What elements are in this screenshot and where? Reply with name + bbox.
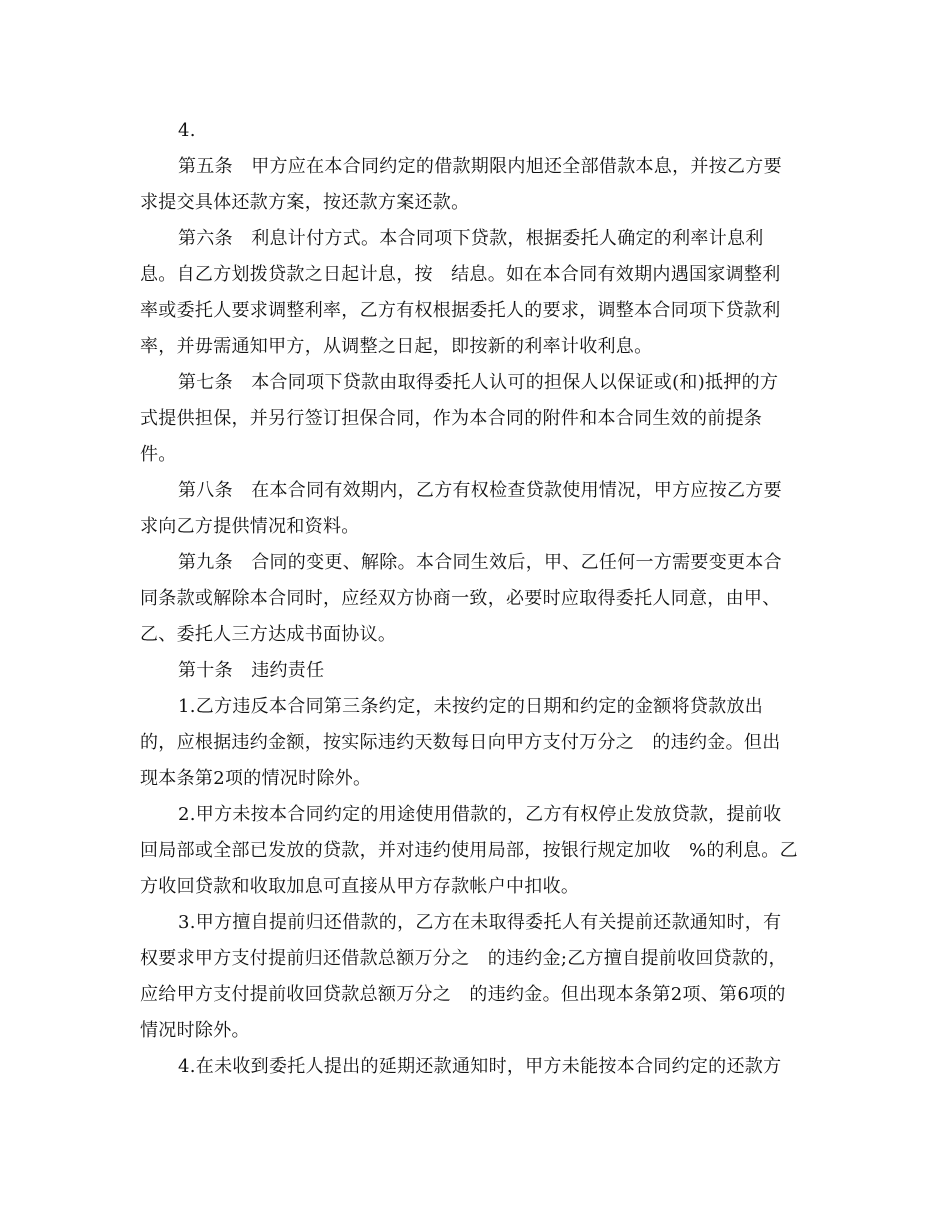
text-line: 回局部或全部已发放的贷款，并对违约使用局部，按银行规定加收 %的利息。乙 (140, 840, 798, 861)
text-line: 求向乙方提供情况和资料。 (140, 516, 360, 537)
text-line: 第六条 利息计付方式。本合同项下贷款，根据委托人确定的利率计息利 (178, 228, 764, 249)
text-line: 现本条第2项的情况时除外。 (140, 768, 372, 789)
text-line: 1.乙方违反本合同第三条约定，未按约定的日期和约定的金额将贷款放出 (178, 696, 764, 717)
text-line: 率，并毋需通知甲方，从调整之日起，即按新的利率计收利息。 (140, 336, 653, 357)
text-line: 4. (178, 120, 196, 141)
text-line: 方收回贷款和收取加息可直接从甲方存款帐户中扣收。 (140, 876, 580, 897)
text-line: 情况时除外。 (140, 1020, 250, 1041)
text-line: 应给甲方支付提前收回贷款总额万分之 的违约金。但出现本条第2项、第6项的 (140, 984, 786, 1005)
text-line: 息。自乙方划拨贷款之日起计息，按 结息。如在本合同有效期内遇国家调整利 (140, 264, 781, 285)
text-line: 权要求甲方支付提前归还借款总额万分之 的违约金;乙方擅自提前收回贷款的， (140, 948, 787, 969)
text-line: 第七条 本合同项下贷款由取得委托人认可的担保人以保证或(和)抵押的方 (178, 372, 779, 393)
text-line: 率或委托人要求调整利率，乙方有权根据委托人的要求，调整本合同项下贷款利 (140, 300, 781, 321)
text-line: 第十条 违约责任 (178, 660, 325, 681)
text-line: 第九条 合同的变更、解除。本合同生效后，甲、乙任何一方需要变更本合 (178, 552, 782, 573)
text-line: 第八条 在本合同有效期内，乙方有权检查贷款使用情况，甲方应按乙方要 (178, 480, 782, 501)
text-line: 4.在未收到委托人提出的延期还款通知时，甲方未能按本合同约定的还款方 (178, 1056, 782, 1077)
text-line: 乙、委托人三方达成书面协议。 (140, 624, 397, 645)
text-line: 同条款或解除本合同时，应经双方协商一致，必要时应取得委托人同意，由甲、 (140, 588, 781, 609)
text-line: 3.甲方擅自提前归还借款的，乙方在未取得委托人有关提前还款通知时，有 (178, 912, 782, 933)
text-line: 求提交具体还款方案，按还款方案还款。 (140, 192, 470, 213)
text-line: 2.甲方未按本合同约定的用途使用借款的，乙方有权停止发放贷款，提前收 (178, 804, 782, 825)
text-line: 第五条 甲方应在本合同约定的借款期限内旭还全部借款本息，并按乙方要 (178, 156, 782, 177)
text-line: 件。 (140, 444, 177, 465)
text-line: 的，应根据违约金额，按实际违约天数每日向甲方支付万分之 的违约金。但出 (140, 732, 781, 753)
text-line: 式提供担保，并另行签订担保合同，作为本合同的附件和本合同生效的前提条 (140, 408, 763, 429)
